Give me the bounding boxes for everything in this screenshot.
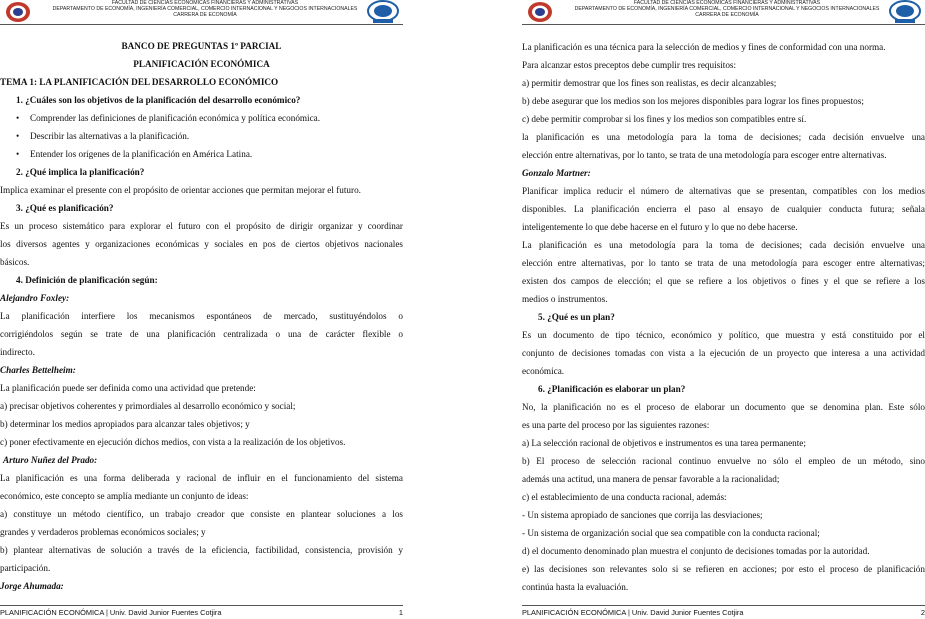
economics-emblem-icon bbox=[887, 0, 923, 24]
doc-title: BANCO DE PREGUNTAS 1º PARCIAL bbox=[121, 41, 282, 51]
doc-subtitle: PLANIFICACIÓN ECONÓMICA bbox=[133, 59, 270, 69]
university-seal-icon bbox=[524, 1, 556, 23]
bullet-item: • Comprender las definiciones de planificación económica y política económica. bbox=[30, 113, 320, 123]
list-item: a) La selección racional de objetivos e instrumentos es una tarea permanente; bbox=[522, 438, 806, 448]
page-footer bbox=[522, 605, 925, 619]
author-heading: Arturo Nuñez del Prado: bbox=[3, 455, 98, 465]
paragraph-line: elección entre alternativas, por lo tanto, se trata de una metodología para escoger entre alternativas. bbox=[522, 150, 887, 160]
list-item: a) constituye un método científico, un trabajo creador que consiste en plantear soluciones a los bbox=[0, 509, 403, 519]
paragraph-line: La planificación es una técnica para la selección de medios y fines de conformidad con una norma. bbox=[522, 42, 886, 52]
header-line-2: DEPARTAMENTO DE ECONOMÍA, INGENIERÍA COMERCIAL, COMERCIO INTERNACIONAL Y NEGOCIOS INTERNACIONALES bbox=[52, 6, 358, 13]
list-item: c) el establecimiento de una conducta racional, además: bbox=[522, 492, 727, 502]
page-number: 1 bbox=[398, 608, 403, 617]
list-item: a) precisar objetivos coherentes y primordiales al desarrollo económico y social; bbox=[0, 401, 296, 411]
document-page-1 bbox=[0, 0, 403, 619]
paragraph-line: La planificación es una metodología para la toma de decisiones; cada decisión envuelve una bbox=[522, 240, 925, 250]
document-page-2 bbox=[522, 0, 925, 619]
list-item: continúa hasta la evaluación. bbox=[522, 582, 629, 592]
paragraph-line: conjunto de decisiones tomadas con vista a la ejecución de un proyecto que interesa a una actividad bbox=[522, 348, 925, 358]
list-item: - Un sistema de organización social que sea compatible con la conducta racional; bbox=[522, 528, 820, 538]
question-3: 3. ¿Qué es planificación? bbox=[16, 203, 114, 213]
header-line-3: CARRERA DE ECONOMÍA bbox=[695, 12, 759, 19]
author-heading: Charles Bettelheim: bbox=[0, 365, 76, 375]
paragraph-line: disponibles. La planificación encierra el paso al ensayo de cualquier conducta futura; señala bbox=[522, 204, 925, 214]
list-item: e) las decisiones son relevantes solo si se refieren en acciones; por esto el proceso de planificación bbox=[522, 564, 925, 574]
page-footer bbox=[0, 605, 403, 619]
header-rule bbox=[0, 24, 403, 25]
footer-rule bbox=[522, 605, 925, 606]
paragraph-line: Es un proceso sistemático para explorar el futuro con el propósito de dirigir organizar y coordinar bbox=[0, 221, 403, 231]
paragraph-line: La planificación interfiere los mecanismos espontáneos de mercado, sustituyéndolos o bbox=[0, 311, 403, 321]
paragraph-line: medios o instrumentos. bbox=[522, 294, 608, 304]
paragraph-line: económico, este concepto se amplía mediante un conjunto de ideas: bbox=[0, 491, 249, 501]
bullet-item: • Describir las alternativas a la planificación. bbox=[30, 131, 189, 141]
paragraph-line: Planificar implica reducir el número de alternativas que se presentan, compatibles con los medios bbox=[522, 186, 925, 196]
paragraph-line: la planificación es una metodología para la toma de decisiones; cada decisión envuelve una bbox=[522, 132, 925, 142]
page-header bbox=[0, 0, 403, 26]
list-item: además una actitud, una manera de pensar favorable a la racionalidad; bbox=[522, 474, 780, 484]
header-line-3: CARRERA DE ECONOMÍA bbox=[173, 12, 237, 19]
page-number: 2 bbox=[920, 608, 925, 617]
list-item: d) el documento denominado plan muestra el conjunto de decisiones tomadas por la autoridad. bbox=[522, 546, 870, 556]
footer-rule bbox=[0, 605, 403, 606]
list-item: a) permitir demostrar que los fines son realistas, es decir alcanzables; bbox=[522, 78, 777, 88]
paragraph-line: No, la planificación no es el proceso de elaborar un documento que se denomina plan. Este sólo bbox=[522, 402, 925, 412]
list-item: participación. bbox=[0, 563, 51, 573]
question-4: 4. Definición de planificación según: bbox=[16, 275, 158, 285]
list-item: grandes y verdaderos problemas económicos sociales; y bbox=[0, 527, 206, 537]
paragraph-line: existen dos campos de elección; el que se refiere a los objetivos o fines y el que se refiere a los bbox=[522, 276, 925, 286]
footer-text: PLANIFICACIÓN ECONÓMICA | Univ. David Junior Fuentes Cotjira bbox=[522, 608, 744, 617]
paragraph-line: inteligentemente lo que debe hacerse en el futuro y lo que no debe hacerse. bbox=[522, 222, 798, 232]
page-header bbox=[522, 0, 925, 26]
author-heading: Gonzalo Martner: bbox=[522, 168, 591, 178]
question-6: 6. ¿Planificación es elaborar un plan? bbox=[538, 384, 686, 394]
header-line-1: FACULTAD DE CIENCIAS ECONÓMICAS FINANCIERAS Y ADMINISTRATIVAS bbox=[111, 0, 299, 6]
paragraph-line: es una parte del proceso por las siguientes razones: bbox=[522, 420, 710, 430]
author-heading: Jorge Ahumada: bbox=[0, 581, 64, 591]
paragraph-line: corrigiéndolos según se trate de una planificación centralizada o una de carácter flexible o bbox=[0, 329, 403, 339]
paragraph-line: La planificación es una forma deliberada y racional de influir en el funcionamiento del sistema bbox=[0, 473, 403, 483]
paragraph-line: Es un documento de tipo técnico, económico y político, que muestra y está constituido por el bbox=[522, 330, 925, 340]
paragraph-line: La planificación puede ser definida como una actividad que pretende: bbox=[0, 383, 256, 393]
topic-heading: TEMA 1: LA PLANIFICACIÓN DEL DESARROLLO ECONÓMICO bbox=[0, 77, 279, 87]
paragraph-line: elección entre alternativas, por lo tanto se trata de una metodología para escoger entre alternativas; bbox=[522, 258, 925, 268]
economics-emblem-icon bbox=[365, 0, 401, 24]
list-item: b) determinar los medios apropiados para alcanzar tales objetivos; y bbox=[0, 419, 250, 429]
paragraph-line: básicos. bbox=[0, 257, 30, 267]
list-item: b) plantear alternativas de solución a través de la eficiencia, factibilidad, consistencia, provisión y bbox=[0, 545, 403, 555]
header-rule bbox=[522, 24, 925, 25]
paragraph-line: Implica examinar el presente con el propósito de orientar acciones que permitan mejorar el futuro. bbox=[0, 185, 361, 195]
paragraph-line: económica. bbox=[522, 366, 565, 376]
header-text bbox=[572, 0, 882, 19]
question-5: 5. ¿Qué es un plan? bbox=[538, 312, 615, 322]
question-2: 2. ¿Qué implica la planificación? bbox=[16, 167, 145, 177]
bullet-item: • Entender los orígenes de la planificación en América Latina. bbox=[30, 149, 252, 159]
paragraph-line: Para alcanzar estos preceptos debe cumplir tres requisitos: bbox=[522, 60, 737, 70]
list-item: - Un sistema apropiado de sanciones que corrija las desviaciones; bbox=[522, 510, 763, 520]
list-item: c) debe permitir comprobar si los fines y los medios son compatibles entre sí. bbox=[522, 114, 807, 124]
question-1: 1. ¿Cuáles son los objetivos de la planificación del desarrollo económico? bbox=[16, 95, 301, 105]
paragraph-line: indirecto. bbox=[0, 347, 35, 357]
university-seal-icon bbox=[2, 1, 34, 23]
header-text bbox=[50, 0, 360, 19]
header-line-1: FACULTAD DE CIENCIAS ECONÓMICAS FINANCIERAS Y ADMINISTRATIVAS bbox=[633, 0, 821, 6]
paragraph-line: los diversos agentes y organizaciones económicas y sociales en pos de ciertos objetivos nacionales bbox=[0, 239, 403, 249]
header-line-2: DEPARTAMENTO DE ECONOMÍA, INGENIERÍA COMERCIAL, COMERCIO INTERNACIONAL Y NEGOCIOS INTERNACIONALES bbox=[574, 6, 880, 13]
author-heading: Alejandro Foxley: bbox=[0, 293, 70, 303]
list-item: b) El proceso de selección racional continuo envuelve no sólo el empleo de un método, sino bbox=[522, 456, 925, 466]
list-item: c) poner efectivamente en ejecución dichos medios, con vista a la realización de los objetivos. bbox=[0, 437, 346, 447]
footer-text: PLANIFICACIÓN ECONÓMICA | Univ. David Junior Fuentes Cotjira bbox=[0, 608, 222, 617]
list-item: b) debe asegurar que los medios son los mejores disponibles para lograr los fines propuestos; bbox=[522, 96, 864, 106]
